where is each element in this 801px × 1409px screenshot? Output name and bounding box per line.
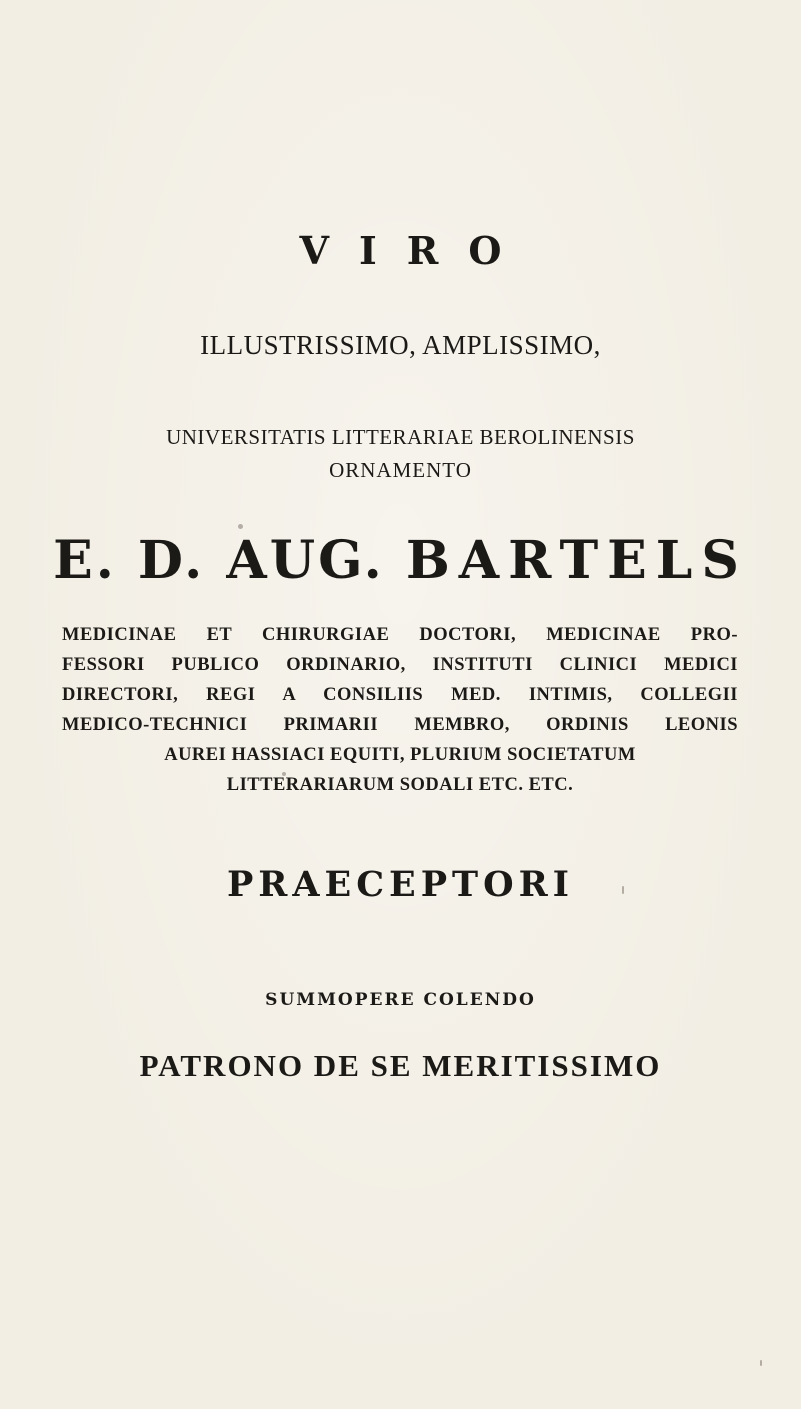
ornamento-line: ORNAMENTO [329, 458, 472, 482]
paper-speck [238, 524, 243, 529]
viro-heading: VIRO [299, 228, 532, 273]
titles-line: FESSORI PUBLICO ORDINARIO, INSTITUTI CLINICI MEDICI [62, 655, 738, 675]
praeceptori-heading: PRAECEPTORI [226, 864, 575, 905]
titles-line: MEDICINAE ET CHIRURGIAE DOCTORI, MEDICINAE PRO- [62, 625, 738, 645]
patrono-line: PATRONO DE SE MERITISSIMO [139, 1048, 662, 1083]
titles-line: DIRECTORI, REGI A CONSILIIS MED. INTIMIS, COLLEGII [62, 685, 738, 705]
titles-line: AUREI HASSIACI EQUITI, PLURIUM SOCIETATUM [164, 745, 636, 765]
university-line: UNIVERSITATIS LITTERARIAE BEROLINENSIS [166, 425, 635, 449]
paper-speck [282, 772, 286, 776]
titles-line: MEDICO-TECHNICI PRIMARII MEMBRO, ORDINIS LEONIS [62, 715, 738, 735]
honorifics-line: ILLUSTRISSIMO, AMPLISSIMO, [200, 330, 601, 360]
name-surname: BARTELS [405, 530, 748, 591]
name-prefix: E. D. AUG. [53, 530, 385, 591]
paper-speck [760, 1360, 762, 1366]
summopere-line: SUMMOPERE COLENDO [265, 990, 536, 1010]
paper-speck [622, 886, 624, 894]
dedicatee-name [0, 530, 801, 591]
titles-line: LITTERARIARUM SODALI ETC. ETC. [226, 775, 574, 795]
titles-block [62, 620, 738, 800]
